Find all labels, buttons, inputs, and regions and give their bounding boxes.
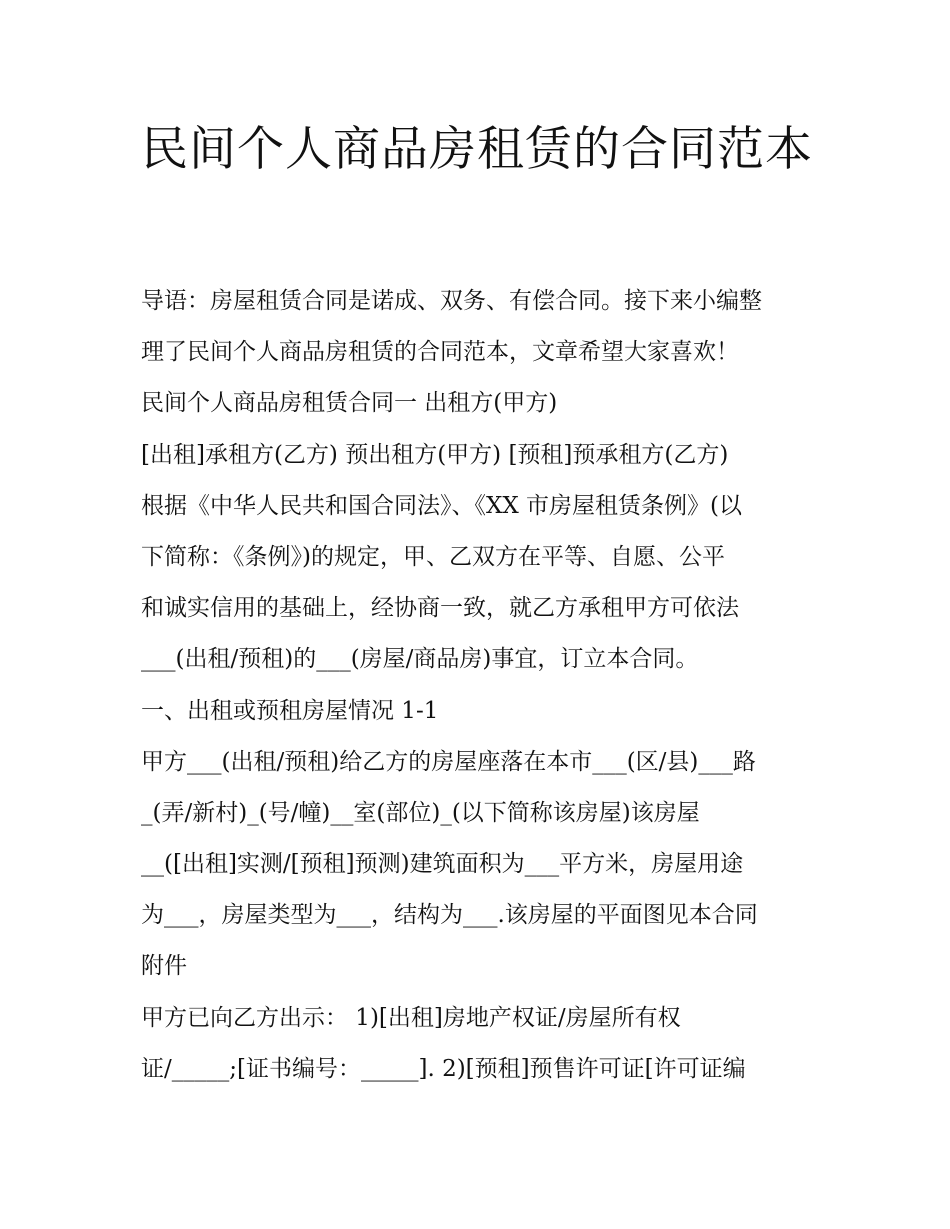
document-title: 民间个人商品房租赁的合同范本 — [141, 122, 813, 177]
body-line: ___(出租/预租)的___(房屋/商品房)事宜，订立本合同。 — [141, 646, 699, 673]
body-line: 下简称：《条例》)的规定，甲、乙双方在平等、自愿、公平 — [141, 543, 725, 570]
body-line: _(弄/新村)_(号/幢)__室(部位)_(以下简称该房屋)该房屋 — [141, 799, 700, 826]
body-line: 甲方___(出租/预租)给乙方的房屋座落在本市___(区/县)___路 — [141, 748, 756, 775]
body-line: 附件 — [141, 953, 187, 980]
body-line: 根据《中华人民共和国合同法》、《XX 市房屋租赁条例》(以 — [141, 492, 743, 519]
body-line: __([出租]实测/[预租]预测)建筑面积为___平方米，房屋用途 — [141, 851, 744, 878]
body-line: 导语：房屋租赁合同是诺成、双务、有偿合同。接下来小编整 — [141, 288, 762, 314]
body-line: 证/_____;[证书编号：_____]. 2)[预租]预售许可证[许可证编 — [141, 1055, 746, 1082]
body-line: 理了民间个人商品房租赁的合同范本，文章希望大家喜欢！ — [141, 339, 739, 366]
body-line: 民间个人商品房租赁合同一 出租方(甲方) — [141, 390, 558, 417]
section-heading: 一、出租或预租房屋情况 1-1 — [141, 697, 439, 724]
body-line: [出租]承租方(乙方) 预出租方(甲方) [预租]预承租方(乙方) — [141, 441, 729, 468]
body-line: 甲方已向乙方出示： 1)[出租]房地产权证/房屋所有权 — [141, 1004, 681, 1031]
body-line: 为___，房屋类型为___，结构为___.该房屋的平面图见本合同 — [141, 902, 758, 929]
document-body — [141, 276, 821, 1095]
body-line: 和诚实信用的基础上，经协商一致，就乙方承租甲方可依法 — [141, 595, 739, 622]
